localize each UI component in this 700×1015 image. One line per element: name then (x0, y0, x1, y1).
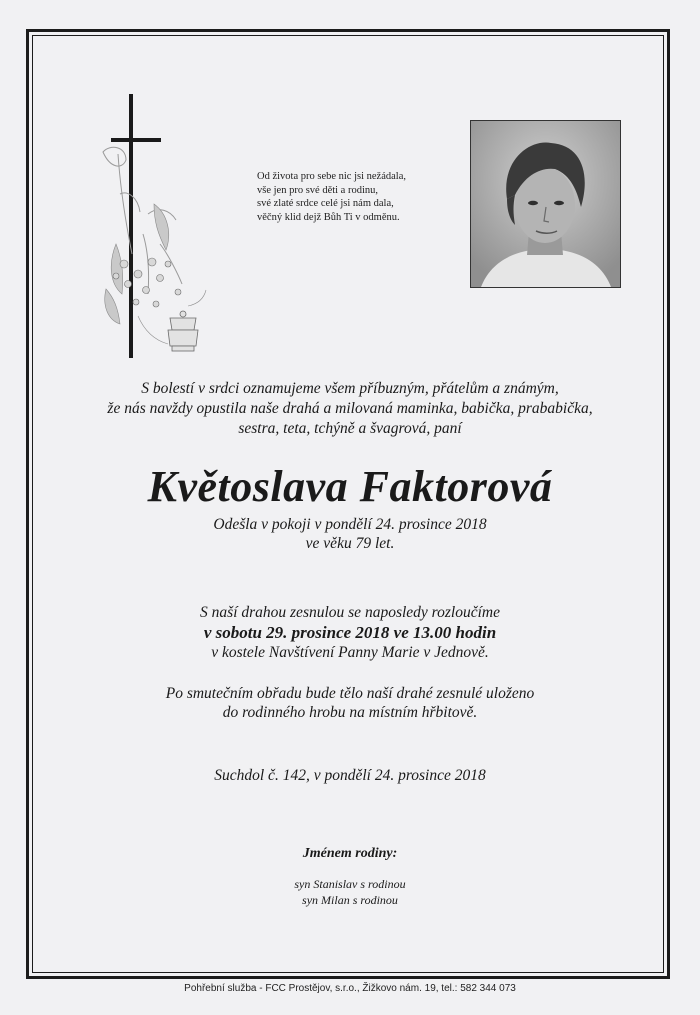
ceremony-location: v kostele Navštívení Panny Marie v Jednově. (211, 644, 489, 661)
burial-info (40, 684, 660, 722)
poem-line: věčný klid dejž Bůh Ti v odměnu. (257, 211, 400, 223)
cross-with-flowers-icon (98, 94, 214, 360)
portrait-illustration (471, 121, 620, 287)
death-info (40, 515, 660, 553)
intro-line: sestra, teta, tchýně a švagrová, paní (238, 420, 462, 437)
funeral-service-footer: Pohřební služba - FCC Prostějov, s.r.o., Žižkovo nám. 19, tel.: 582 344 073 (184, 983, 516, 994)
intro-line: S bolestí v srdci oznamujeme všem příbuzným, přátelům a známým, (141, 380, 559, 397)
death-line: Odešla v pokoji v pondělí 24. prosince 2018 (213, 516, 487, 533)
deceased-name: Květoslava Faktorová (147, 462, 553, 511)
intro-line: že nás navždy opustila naše drahá a milovaná maminka, babička, prababička, (107, 400, 593, 417)
poem-line: Od života pro sebe nic jsi nežádala, (257, 171, 406, 182)
announcement-intro (40, 379, 660, 439)
ceremony-datetime: v sobotu 29. prosince 2018 ve 13.00 hodin (203, 623, 497, 642)
burial-line: Po smutečním obřadu bude tělo naší drahé zesnulé uloženo (165, 685, 535, 702)
poem-line: své zlaté srdce celé jsi nám dala, (257, 198, 394, 209)
family-member: syn Milan s rodinou (302, 893, 398, 907)
family-member: syn Stanislav s rodinou (294, 877, 406, 891)
burial-line: do rodinného hrobu na místním hřbitově. (222, 704, 478, 721)
ceremony-line: S naší drahou zesnulou se naposledy rozloučíme (200, 604, 500, 621)
ceremony-info (40, 603, 660, 662)
poem-line: vše jen pro své děti a rodinu, (257, 184, 379, 196)
place-date: Suchdol č. 142, v pondělí 24. prosince 2018 (214, 767, 486, 784)
family-members (40, 876, 660, 908)
portrait-photo (470, 120, 621, 288)
death-line: ve věku 79 let. (305, 535, 395, 552)
poem (257, 170, 457, 224)
family-title: Jménem rodiny: (302, 846, 398, 861)
